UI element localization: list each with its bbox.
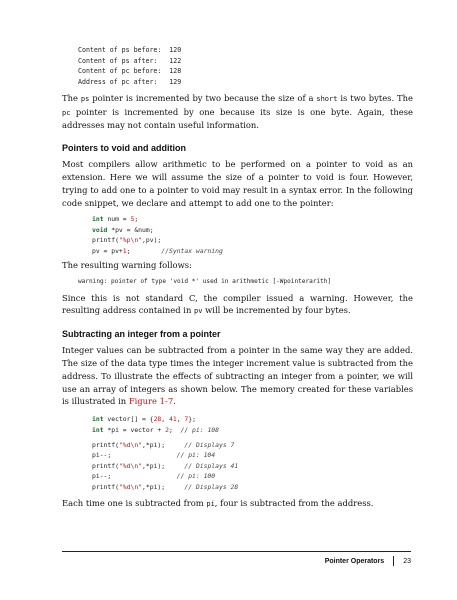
code-line: void *pv = &num; [92,225,154,234]
code-line: int vector[] = {28, 41, 7}; [92,415,196,424]
output-line: Address of pc after: 129 [78,78,182,87]
figure-link[interactable]: Figure 1-7 [128,396,174,407]
code-line: printf("%p\n",pv); [92,236,162,245]
inline-code: pc [62,108,71,117]
inline-code: ps [80,94,90,103]
output-line: Content of pc before: 128 [78,67,182,76]
inline-code: pi [206,500,215,508]
footer-separator [393,556,394,566]
output-line: Content of ps after: 122 [78,56,182,65]
paragraph-subtracting-integer: Integer values can be subtracted from a pointer in the same way they are added. The size of the data type times the integer increment value is subtracted from the address. To illustrate the effects of subtracting an integer from a pointer, we will use an array of integers as shown below. The memory created for these variables is illustrated in Figure 1-7. [62,345,413,407]
code-line: printf("%d\n",*pi); // Displays 7 [92,441,235,450]
running-footer-title: Pointer Operators [324,557,385,565]
program-output-block [78,45,413,88]
page-content [62,45,413,511]
footer-rule [62,551,411,552]
paragraph-warning-intro: The resulting warning follows: [62,259,192,270]
code-line: int num = 5; [92,215,139,224]
paragraph-nonstandard-c: Since this is not standard C, the compiler issued a warning. However, the resulting address contained in pv will be incremented by four bytes. [62,292,413,316]
code-line: printf("%d\n",*pi); // Displays 28 [92,482,239,491]
inline-code: pv [194,307,203,316]
inline-code: short [316,94,338,103]
code-line: printf("%d\n",*pi); // Displays 41 [92,461,239,470]
section-heading-void-addition: Pointers to void and addition [62,143,187,154]
page-footer [325,556,411,566]
paragraph-each-subtraction: Each time one is subtracted from pi, four is subtracted from the address. [62,498,374,508]
section-heading-subtracting: Subtracting an integer from a pointer [62,329,221,340]
code-line: pv = pv+1; //Syntax warning [92,246,223,255]
code-line: int *pi = vector + 2; // pi: 108 [92,425,219,434]
code-line: pi--; // pi: 104 [92,451,216,460]
code-listing-vector-subtraction [92,414,413,492]
code-line: pi--; // pi: 100 [92,472,216,481]
compiler-warning-text: warning: pointer of type 'void *' used in arithmetic [-Wpointerarith] [78,277,332,285]
paragraph-void-arithmetic: Most compilers allow arithmetic to be performed on a pointer to void as an extension. Here we will assume the size of a pointer to void is four. However, trying to add one to a pointer to void may result in a syntax error. In the following code snippet, we declare and attempt to add one to the pointer: [62,159,413,208]
paragraph-pointer-increment: The ps pointer is incremented by two because the size of a short is two bytes. The pc pointer is incremented by one because its size is one byte. Again, these addresses may not contain useful information. [62,92,413,131]
page-number: 23 [403,557,411,565]
output-line: Content of ps before: 120 [78,46,182,54]
code-listing-void-pointer [92,214,413,256]
